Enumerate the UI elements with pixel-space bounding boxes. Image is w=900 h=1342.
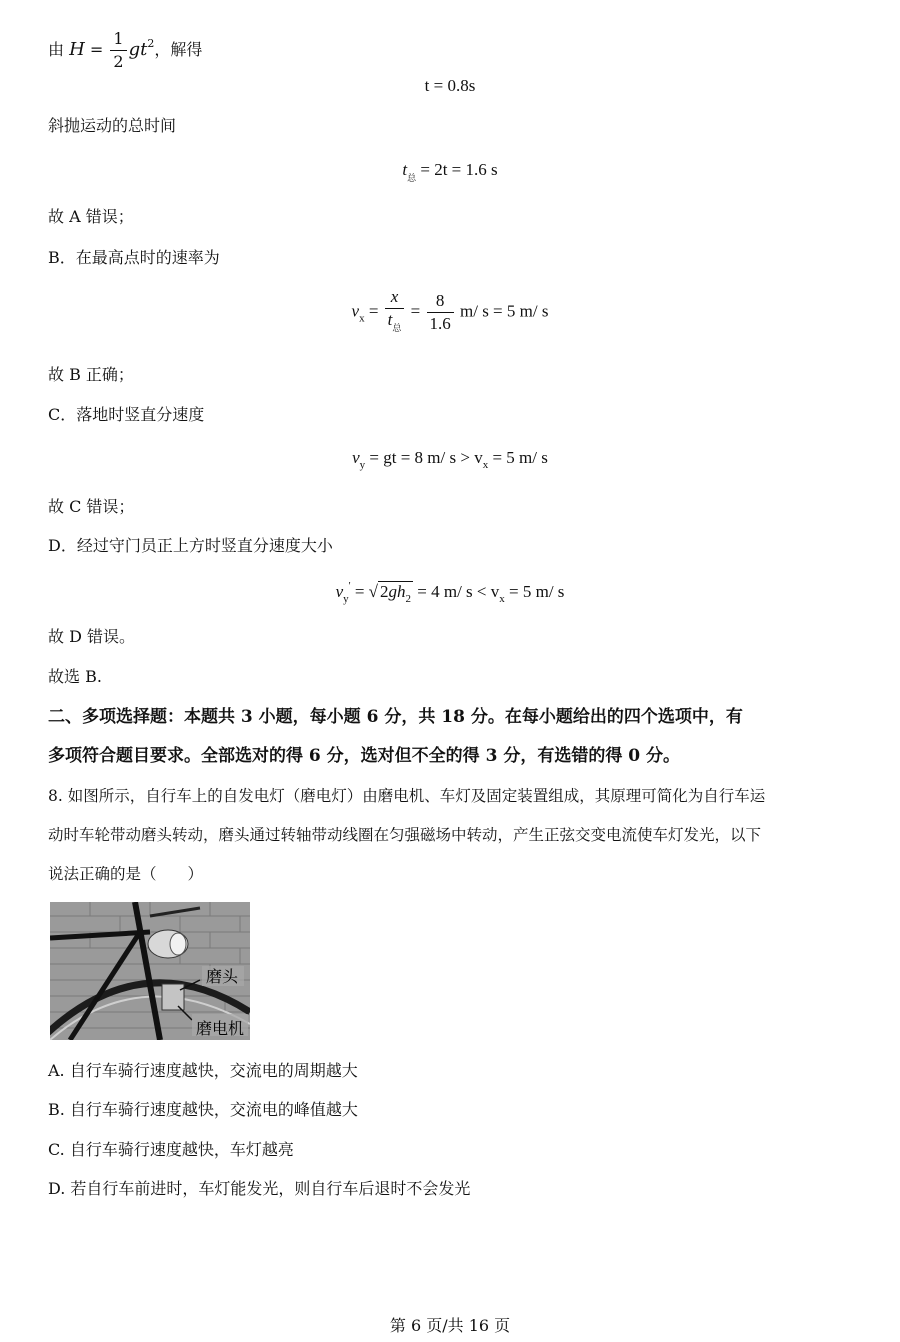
vx-result: m/ s = 5 m/ s [460,301,549,321]
question8-line2: 动时车轮带动磨头转动，磨头通过转轴带动线圈在匀强磁场中转动，产生正弦交变电流使车灯发光，以下 [48,826,762,844]
choose-answer: 故选 B. [48,667,102,686]
equation-vx: $v_x$ = $\frac{x}{t_总}$ = $\frac{8}{1.6}$ m/ s = 5 m/ s [0,286,900,339]
option-a: A. 自行车骑行速度越快，交流电的周期越大 [48,1061,358,1080]
bicycle-dynamo-photo [50,902,250,1040]
page-footer: 第 6 页/共 16 页 [389,1316,511,1335]
label-dynamo: 磨电机 [196,1019,245,1038]
question8-line1: 8. 如图所示，自行车上的自发电灯（磨电灯）由磨电机、车灯及固定装置组成，其原理可简化为自行车运 [48,787,766,805]
equation-vy: $v_y$ = gt = 8 m/ $s > v_x = 5$ m/ s [352,448,548,471]
d-wrong: 故 D 错误。 [48,627,136,646]
label-grinding-head: 磨头 [206,967,239,986]
d-label: D．经过守门员正上方时竖直分速度大小 [48,536,333,555]
c-wrong: 故 C 错误； [48,497,135,516]
question8-line3: 说法正确的是（ ） [48,865,204,883]
section2-heading-line2: 多项符合题目要求。全部选对的得 6 分，选对但不全的得 3 分，有选错的得 0 分。 [48,746,680,766]
height-formula-line: 由 H = $\frac{1}{2}$ $gt^2$，解得 [48,29,203,71]
prefix-text: 由 [48,40,65,59]
var-H: H [69,39,85,60]
b-correct: 故 B 正确； [48,365,134,384]
fraction-x-over-t: $\frac{x}{t_总}$ [385,286,405,339]
equation-total-time: $t_总 = 2t = 1.6$ s [402,160,498,183]
equation-t: t = 0.8s [424,76,476,95]
option-c: C. 自行车骑行速度越快，车灯越亮 [48,1140,294,1159]
section2-heading-line1: 二、多项选择题：本题共 3 小题，每小题 6 分，共 18 分。在每小题给出的四个选项中，有 [48,707,743,727]
c-label: C．落地时竖直分速度 [48,405,205,424]
b-label: B．在最高点时的速率为 [48,248,220,267]
sub-total: 总 [407,173,417,183]
option-b: B. 自行车骑行速度越快，交流电的峰值越大 [48,1100,358,1119]
equation-vy-prime: $v_y'$ = √ $2gh_2 = 4$ m/ $s < v_x = 5$ m/ s [335,580,565,605]
option-d: D. 若自行车前进时，车灯能发光，则自行车后退时不会发光 [48,1179,471,1198]
total-time-label: 斜抛运动的总时间 [48,116,177,135]
vy-tail: = 5 m/ s [492,448,548,467]
var-gt: gt [128,39,148,60]
vy-middle: = gt = 8 m/ s > v [369,448,483,467]
a-wrong: 故 A 错误； [48,207,134,226]
vy2-middle: = 4 m/ s < v [417,582,500,601]
vy2-tail: = 5 m/ s [509,582,565,601]
fraction-8-over-1.6: $\frac{8}{1.6}$ [427,290,454,335]
total-time-value: = 2t = 1.6 s [416,160,498,179]
fraction-half: $\frac{1}{2}$ [110,28,126,73]
suffix-text: ，解得 [154,40,203,59]
